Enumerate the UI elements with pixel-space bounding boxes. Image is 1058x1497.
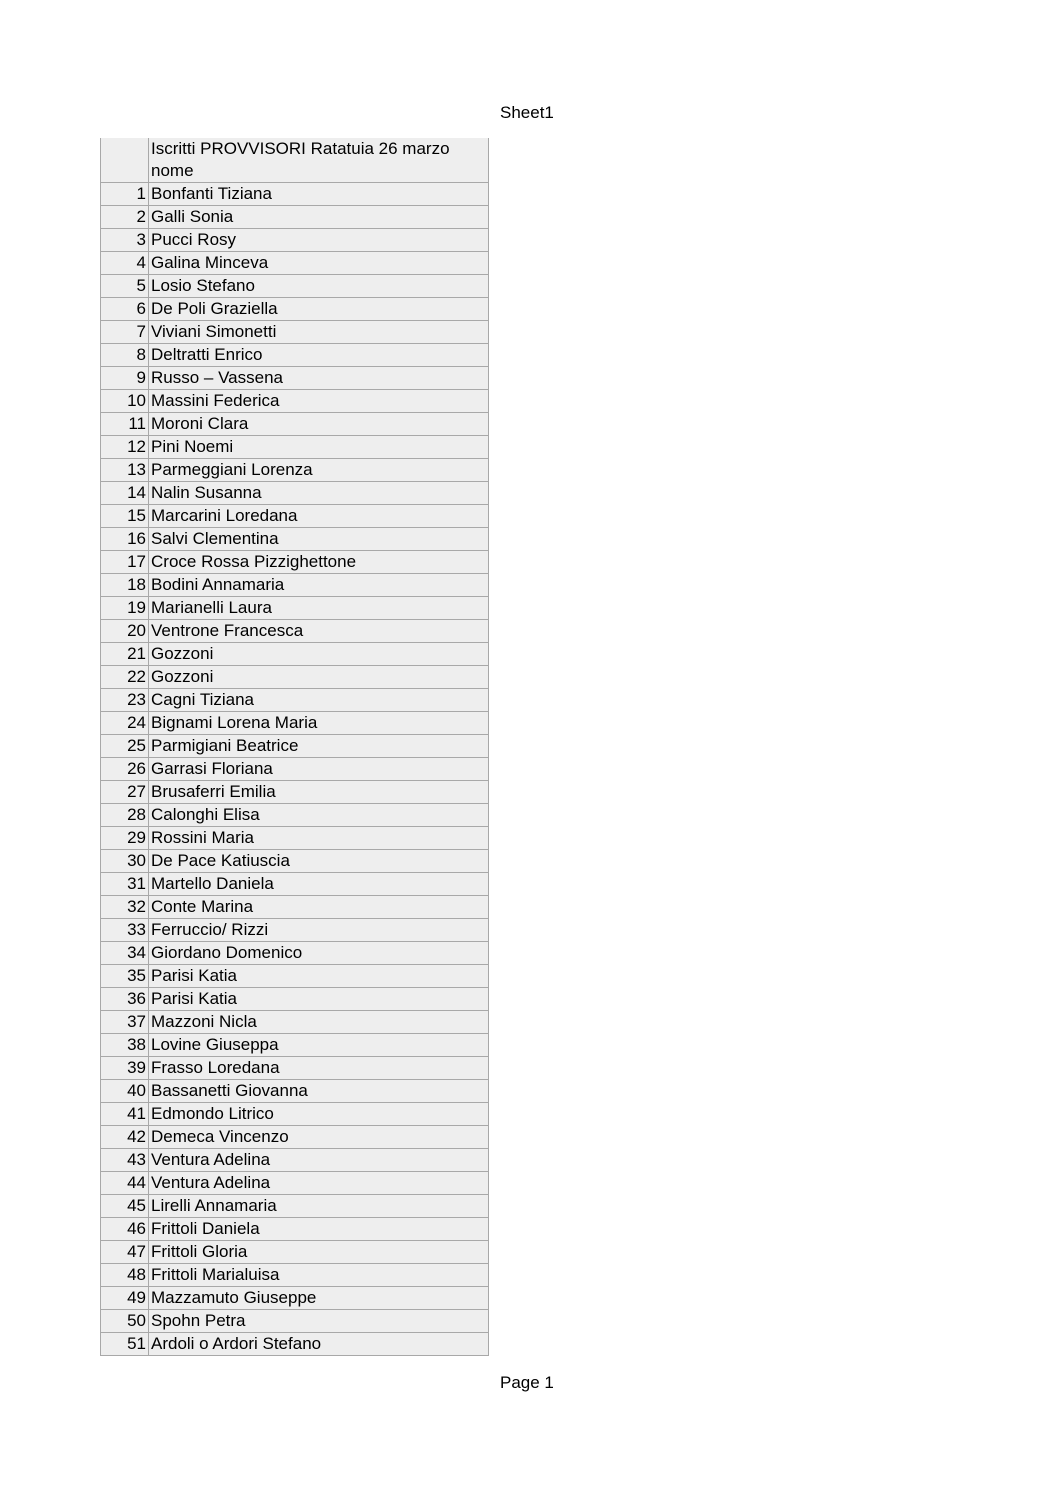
table-row [101, 1195, 489, 1218]
table-row [101, 1034, 489, 1057]
row-name: Parmigiani Beatrice [149, 735, 489, 758]
row-number: 49 [101, 1287, 149, 1310]
row-name: Frittoli Marialuisa [149, 1264, 489, 1287]
row-number: 1 [101, 183, 149, 206]
row-number: 2 [101, 206, 149, 229]
table-row [101, 988, 489, 1011]
row-number: 25 [101, 735, 149, 758]
table-row [101, 919, 489, 942]
row-number: 22 [101, 666, 149, 689]
row-name: Moroni Clara [149, 413, 489, 436]
table-row [101, 1287, 489, 1310]
row-number: 19 [101, 597, 149, 620]
row-number: 9 [101, 367, 149, 390]
table-row [101, 942, 489, 965]
row-name: Pucci Rosy [149, 229, 489, 252]
row-name: Gozzoni [149, 643, 489, 666]
table-row [101, 873, 489, 896]
row-name: Deltratti Enrico [149, 344, 489, 367]
table-row [101, 1172, 489, 1195]
table-row [101, 436, 489, 459]
row-name: Frasso Loredana [149, 1057, 489, 1080]
row-number: 30 [101, 850, 149, 873]
row-number: 40 [101, 1080, 149, 1103]
table-row [101, 551, 489, 574]
row-number: 15 [101, 505, 149, 528]
registrants-table [100, 138, 489, 1356]
row-name: Bignami Lorena Maria [149, 712, 489, 735]
row-name: Nalin Susanna [149, 482, 489, 505]
table-row [101, 1218, 489, 1241]
table-row [101, 528, 489, 551]
row-number: 42 [101, 1126, 149, 1149]
row-number: 4 [101, 252, 149, 275]
row-name: Martello Daniela [149, 873, 489, 896]
table-body [101, 138, 489, 1356]
row-number: 10 [101, 390, 149, 413]
table-row [101, 758, 489, 781]
row-number: 37 [101, 1011, 149, 1034]
table-row [101, 712, 489, 735]
row-number: 34 [101, 942, 149, 965]
row-name: Galina Minceva [149, 252, 489, 275]
row-name: Lovine Giuseppa [149, 1034, 489, 1057]
row-name: Mazzoni Nicla [149, 1011, 489, 1034]
table-row [101, 252, 489, 275]
row-number: 8 [101, 344, 149, 367]
table-row [101, 597, 489, 620]
row-name: Garrasi Floriana [149, 758, 489, 781]
row-name: Demeca Vincenzo [149, 1126, 489, 1149]
row-name: Giordano Domenico [149, 942, 489, 965]
row-number: 17 [101, 551, 149, 574]
table-row [101, 321, 489, 344]
row-number: 7 [101, 321, 149, 344]
row-name: Conte Marina [149, 896, 489, 919]
table-row [101, 505, 489, 528]
row-number: 21 [101, 643, 149, 666]
table-row [101, 1149, 489, 1172]
row-name: Massini Federica [149, 390, 489, 413]
row-name: Parisi Katia [149, 965, 489, 988]
row-number: 39 [101, 1057, 149, 1080]
table-row [101, 298, 489, 321]
row-name: Parmeggiani Lorenza [149, 459, 489, 482]
table-row [101, 1264, 489, 1287]
table-row [101, 1126, 489, 1149]
row-name: Pini Noemi [149, 436, 489, 459]
table-row [101, 1011, 489, 1034]
row-name: Losio Stefano [149, 275, 489, 298]
row-number: 44 [101, 1172, 149, 1195]
row-name: Edmondo Litrico [149, 1103, 489, 1126]
row-number: 51 [101, 1333, 149, 1356]
table-row [101, 344, 489, 367]
row-number: 29 [101, 827, 149, 850]
row-name: De Poli Graziella [149, 298, 489, 321]
header-row [101, 138, 489, 183]
table-row [101, 1080, 489, 1103]
table-row [101, 1333, 489, 1356]
header-number-cell [101, 138, 149, 183]
row-number: 23 [101, 689, 149, 712]
row-name: Viviani Simonetti [149, 321, 489, 344]
column-label-nome: nome [151, 161, 194, 180]
row-name: Ardoli o Ardori Stefano [149, 1333, 489, 1356]
table-row [101, 804, 489, 827]
table-row [101, 459, 489, 482]
page-footer: Page 1 [500, 1373, 554, 1392]
row-number: 32 [101, 896, 149, 919]
table-row [101, 896, 489, 919]
row-number: 48 [101, 1264, 149, 1287]
row-number: 14 [101, 482, 149, 505]
table-row [101, 574, 489, 597]
row-name: Croce Rossa Pizzighettone [149, 551, 489, 574]
row-number: 46 [101, 1218, 149, 1241]
row-name: Gozzoni [149, 666, 489, 689]
row-name: Parisi Katia [149, 988, 489, 1011]
row-number: 38 [101, 1034, 149, 1057]
row-number: 6 [101, 298, 149, 321]
row-number: 3 [101, 229, 149, 252]
row-name: Brusaferri Emilia [149, 781, 489, 804]
row-number: 28 [101, 804, 149, 827]
table-row [101, 482, 489, 505]
row-number: 20 [101, 620, 149, 643]
sheet-title: Sheet1 [500, 103, 554, 122]
row-name: Galli Sonia [149, 206, 489, 229]
row-number: 5 [101, 275, 149, 298]
row-number: 47 [101, 1241, 149, 1264]
table-row [101, 390, 489, 413]
table-row [101, 275, 489, 298]
table-row [101, 620, 489, 643]
row-number: 43 [101, 1149, 149, 1172]
row-name: Frittoli Daniela [149, 1218, 489, 1241]
table-row [101, 183, 489, 206]
row-name: Ventrone Francesca [149, 620, 489, 643]
table-row [101, 367, 489, 390]
row-number: 27 [101, 781, 149, 804]
table-row [101, 1241, 489, 1264]
table-row [101, 850, 489, 873]
row-number: 35 [101, 965, 149, 988]
row-name: De Pace Katiuscia [149, 850, 489, 873]
row-name: Ventura Adelina [149, 1172, 489, 1195]
row-number: 50 [101, 1310, 149, 1333]
table-row [101, 1310, 489, 1333]
row-number: 24 [101, 712, 149, 735]
row-name: Salvi Clementina [149, 528, 489, 551]
row-name: Frittoli Gloria [149, 1241, 489, 1264]
row-name: Marcarini Loredana [149, 505, 489, 528]
row-name: Rossini Maria [149, 827, 489, 850]
row-name: Ventura Adelina [149, 1149, 489, 1172]
row-name: Bassanetti Giovanna [149, 1080, 489, 1103]
table-row [101, 229, 489, 252]
row-name: Spohn Petra [149, 1310, 489, 1333]
row-name: Marianelli Laura [149, 597, 489, 620]
row-number: 18 [101, 574, 149, 597]
header-name-cell [149, 138, 489, 183]
table-row [101, 827, 489, 850]
table-row [101, 1103, 489, 1126]
table-row [101, 413, 489, 436]
table-row [101, 735, 489, 758]
row-name: Bodini Annamaria [149, 574, 489, 597]
row-name: Lirelli Annamaria [149, 1195, 489, 1218]
row-name: Bonfanti Tiziana [149, 183, 489, 206]
row-number: 36 [101, 988, 149, 1011]
row-number: 11 [101, 413, 149, 436]
row-number: 45 [101, 1195, 149, 1218]
row-number: 12 [101, 436, 149, 459]
row-number: 26 [101, 758, 149, 781]
row-number: 16 [101, 528, 149, 551]
table-row [101, 643, 489, 666]
row-name: Calonghi Elisa [149, 804, 489, 827]
table-row [101, 689, 489, 712]
table-row [101, 781, 489, 804]
row-name: Ferruccio/ Rizzi [149, 919, 489, 942]
row-name: Russo – Vassena [149, 367, 489, 390]
row-number: 41 [101, 1103, 149, 1126]
table-row [101, 1057, 489, 1080]
row-name: Cagni Tiziana [149, 689, 489, 712]
row-number: 13 [101, 459, 149, 482]
table-row [101, 666, 489, 689]
row-name: Mazzamuto Giuseppe [149, 1287, 489, 1310]
row-number: 33 [101, 919, 149, 942]
table-row [101, 206, 489, 229]
table-title: Iscritti PROVVISORI Ratatuia 26 marzo [151, 139, 450, 158]
table-row [101, 965, 489, 988]
row-number: 31 [101, 873, 149, 896]
